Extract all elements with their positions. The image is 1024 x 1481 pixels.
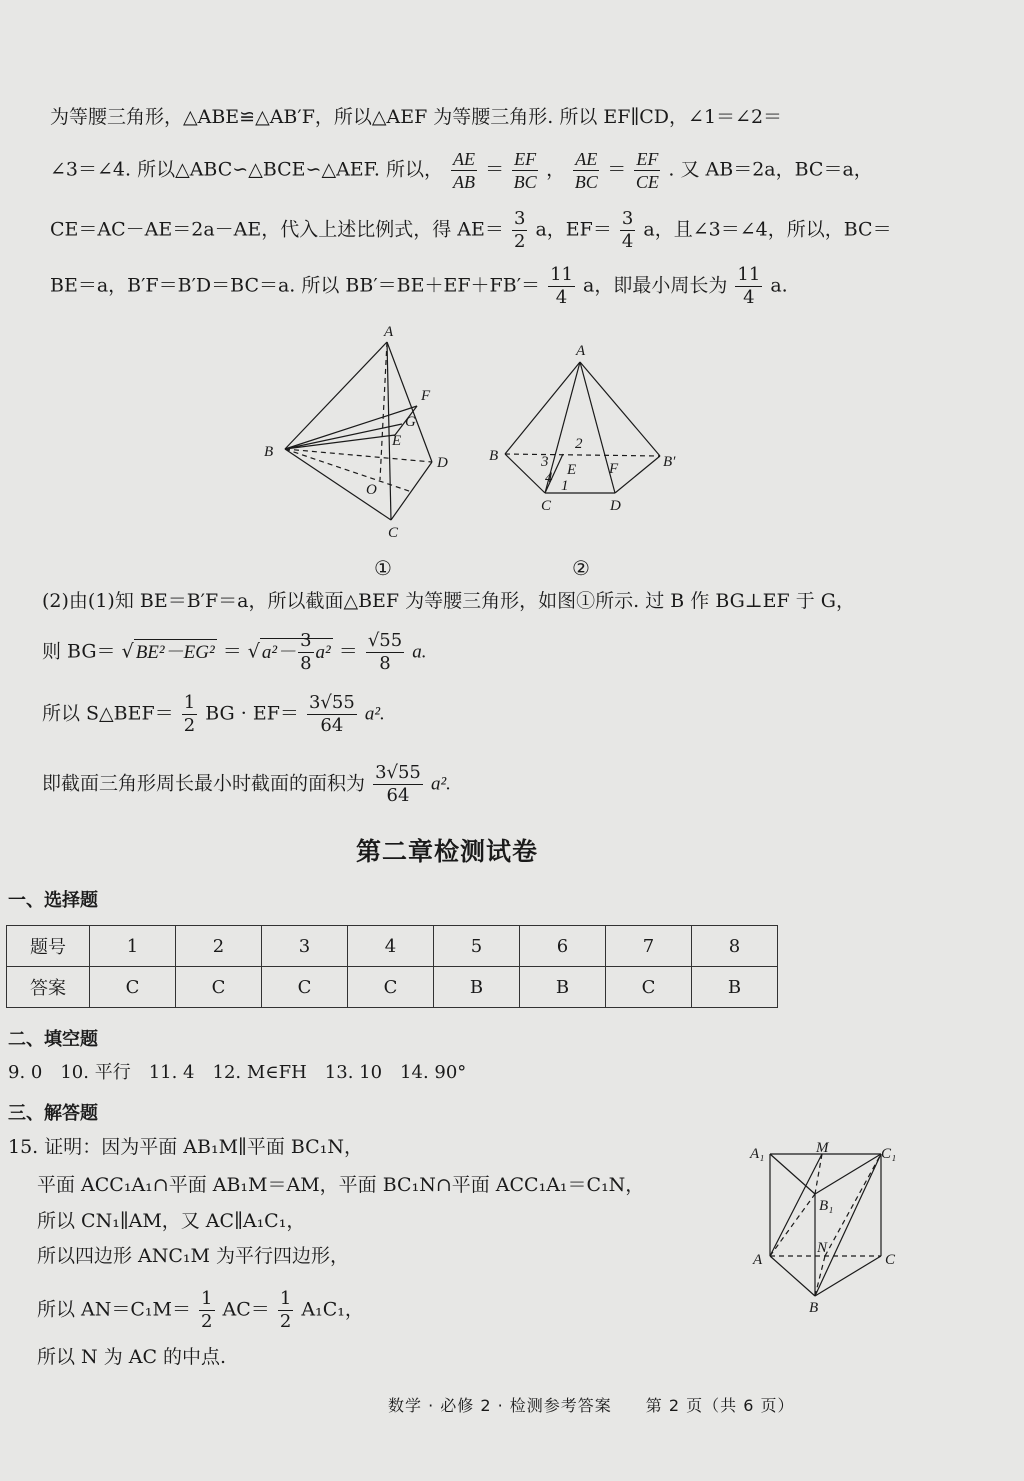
text: AC＝: [222, 1298, 270, 1321]
proof-line-3: 所以 CN₁∥AM，又 AC∥A₁C₁，: [37, 1210, 306, 1232]
label-d: D: [610, 498, 621, 514]
number-cell: 2: [176, 926, 262, 967]
proof-line-2: 平面 ACC₁A₁∩平面 AB₁M＝AM，平面 BC₁N∩平面 ACC₁A₁＝C₁N，: [37, 1174, 645, 1196]
number-cell: 6: [520, 926, 606, 967]
solution-line-4: [50, 266, 788, 307]
answer-table: [6, 925, 778, 1008]
answer-cell: C: [90, 967, 176, 1008]
edge-bb-prime: [505, 454, 660, 456]
header-cell: 题号: [7, 926, 90, 967]
prism-figure: [745, 1138, 915, 1318]
text: BE＝a，B′F＝B′D＝BC＝a. 所以 BB′＝BE＋EF＋FB′＝: [50, 274, 541, 297]
label-e: E: [567, 462, 577, 478]
edge-ab1-hidden: [770, 1194, 815, 1256]
fraction-ef-bc: [512, 150, 538, 191]
denominator: 8: [379, 653, 391, 674]
fraction-ae-bc: [573, 150, 599, 191]
edge-db-prime: [615, 456, 660, 493]
answer-cell: C: [348, 967, 434, 1008]
edge-nc1-hidden: [825, 1154, 881, 1256]
label-2: 2: [575, 436, 583, 452]
label-3: 3: [541, 454, 549, 470]
solution-line-3: [50, 210, 892, 251]
numerator: EF: [636, 149, 659, 169]
fraction-1-2: [199, 1290, 214, 1331]
solution-line-2: [50, 150, 873, 191]
edge-ac: [387, 342, 391, 520]
answer-cell: C: [262, 967, 348, 1008]
label-b: B: [264, 444, 274, 460]
solution-line-1: 为等腰三角形，△ABE≌△AB′F，所以△AEF 为等腰三角形. 所以 EF∥CD，∠1＝∠2＝: [50, 106, 783, 128]
edge-am: [770, 1154, 822, 1256]
edge-cd: [391, 462, 432, 520]
comma: ，: [546, 158, 566, 181]
label-a: A: [576, 343, 586, 359]
pyramid-figure-1: [260, 320, 460, 550]
proof-line-1: 15. 证明：因为平面 AB₁M∥平面 BC₁N，: [8, 1136, 363, 1158]
text: 则 BG＝: [42, 640, 116, 663]
number-cell: 8: [692, 926, 778, 967]
denominator: CE: [635, 172, 659, 192]
sqrt-sign: √: [121, 640, 134, 663]
edge-bd-hidden: [285, 449, 432, 462]
number-cell: 5: [434, 926, 520, 967]
numerator: 1: [279, 1288, 292, 1309]
part2-line-4: [42, 764, 451, 805]
edge-bc: [505, 454, 545, 493]
label-4: 4: [545, 470, 553, 486]
answer-cell: C: [176, 967, 262, 1008]
sqrt-sign: √: [247, 640, 260, 663]
edge-a1b1: [770, 1154, 815, 1194]
label-a: A: [384, 324, 394, 340]
fraction-3-8: [298, 632, 313, 673]
answer-cell: B: [692, 967, 778, 1008]
fraction-11-4: [548, 266, 575, 307]
numerator: 11: [550, 264, 573, 285]
part2-line-1: (2)由(1)知 BE＝B′F＝a，所以截面△BEF 为等腰三角形，如图①所示. 过 B 作 BG⊥EF 于 G，: [42, 590, 855, 612]
sqrt-expr: [260, 630, 333, 674]
numerator: 3√55: [375, 762, 421, 783]
tail: a.: [412, 641, 427, 663]
proof-line-5: [37, 1290, 364, 1331]
section-choice-heading: 一、选择题: [8, 890, 98, 911]
number-cell: 7: [606, 926, 692, 967]
denominator: BC: [513, 172, 537, 192]
dash-line: [285, 449, 412, 492]
number-cell: 1: [90, 926, 176, 967]
eq: ＝: [222, 640, 242, 663]
text: A₁C₁，: [301, 1298, 364, 1321]
text: BG · EF＝: [205, 702, 299, 725]
edge-bn-hidden: [815, 1256, 825, 1296]
denominator: 2: [201, 1311, 213, 1332]
text: a，EF＝: [535, 218, 612, 241]
numerator: 11: [737, 264, 761, 285]
tail: a².: [430, 773, 451, 795]
label-f: F: [609, 461, 619, 477]
sqrt-part: a²: [315, 641, 331, 663]
numerator: 1: [201, 1288, 213, 1309]
label-n: N: [817, 1240, 828, 1256]
fraction-11-4: [735, 266, 762, 307]
numerator: 3: [621, 208, 634, 229]
denominator: 4: [621, 231, 634, 252]
fraction-3-4: [620, 210, 635, 251]
label-b: B: [489, 448, 499, 464]
numerator: AE: [575, 149, 598, 169]
text: . 又 AB＝2a，BC＝a，: [668, 158, 873, 181]
numerator: 3: [513, 208, 526, 229]
text: ∠3＝∠4. 所以△ABC∽△BCE∽△AEF. 所以，: [50, 158, 443, 181]
fraction-3sqrt55-64: [373, 764, 423, 805]
part2-line-3: [42, 694, 385, 735]
fraction-ae-ab: [451, 150, 477, 191]
fraction-3sqrt55-64: [307, 694, 357, 735]
table-row: [7, 926, 778, 967]
denominator: AB: [453, 172, 476, 192]
answer-cell: C: [606, 967, 692, 1008]
table-row: [7, 967, 778, 1008]
label-b-prime: B′: [663, 454, 676, 470]
label-d: D: [437, 455, 448, 471]
label-1: 1: [561, 478, 569, 494]
label-c1: C₁: [881, 1146, 897, 1162]
label-f: F: [421, 388, 431, 404]
numerator: 1: [183, 692, 196, 713]
edge-ao-hidden: [380, 342, 387, 480]
fraction-ef-ce: [634, 150, 660, 191]
numerator: 3: [300, 630, 312, 651]
fill-answers: 9. 0 10. 平行 11. 4 12. M∈FH 13. 10 14. 90°: [8, 1062, 467, 1083]
label-o: O: [366, 482, 377, 498]
label-c: C: [541, 498, 552, 514]
label-b: B: [809, 1300, 819, 1316]
tail: a².: [364, 703, 385, 725]
chapter-title: 第二章检测试卷: [356, 837, 539, 866]
label-b1: B₁: [819, 1198, 834, 1214]
numerator: 3√55: [308, 692, 355, 713]
text: 所以 S△BEF＝: [42, 702, 174, 725]
denominator: BC: [574, 172, 598, 192]
label-c: C: [388, 525, 399, 541]
denominator: 64: [386, 785, 410, 806]
fraction-sqrt55-8: [366, 632, 404, 673]
fraction-1-2: [278, 1290, 293, 1331]
denominator: 2: [183, 715, 196, 736]
header-cell: 答案: [7, 967, 90, 1008]
text: a.: [770, 274, 788, 297]
eq: ＝: [338, 640, 358, 663]
label-g: G: [405, 414, 416, 430]
text: CE＝AC－AE＝2a－AE，代入上述比例式，得 AE＝: [50, 218, 504, 241]
text: a，即最小周长为: [583, 274, 728, 297]
figure-1-label: ①: [374, 556, 392, 580]
denominator: 2: [513, 231, 526, 252]
page-footer: 数学 · 必修 2 · 检测参考答案 第 2 页（共 6 页）: [388, 1396, 795, 1415]
proof-line-6: 所以 N 为 AC 的中点.: [37, 1346, 227, 1368]
eq: ＝: [485, 158, 505, 181]
fraction-3-2: [512, 210, 527, 251]
section-fill-heading: 二、填空题: [8, 1029, 98, 1050]
label-a: A: [753, 1252, 763, 1268]
text: a，且∠3＝∠4，所以，BC＝: [643, 218, 892, 241]
proof-line-4: 所以四边形 ANC₁M 为平行四边形，: [37, 1245, 350, 1267]
numerator: AE: [453, 149, 476, 169]
number-cell: 3: [262, 926, 348, 967]
denominator: 2: [279, 1311, 292, 1332]
section-solve-heading: 三、解答题: [8, 1103, 98, 1124]
sqrt-be-eg: BE²－EG²: [134, 639, 217, 663]
denominator: 4: [743, 287, 755, 308]
fraction-1-2: [182, 694, 197, 735]
label-c: C: [885, 1252, 896, 1268]
label-e: E: [392, 433, 402, 449]
sqrt-part: a²－: [261, 641, 297, 663]
figure-2-label: ②: [572, 556, 590, 580]
denominator: 8: [300, 653, 312, 674]
text: 所以 AN＝C₁M＝: [37, 1298, 191, 1321]
numerator: √55: [367, 630, 403, 651]
label-m: M: [816, 1140, 829, 1156]
edge-bc1: [815, 1154, 881, 1296]
answer-cell: B: [434, 967, 520, 1008]
number-cell: 4: [348, 926, 434, 967]
answer-cell: B: [520, 967, 606, 1008]
part2-line-2: [42, 632, 427, 673]
edge-ab: [770, 1256, 815, 1296]
numerator: EF: [514, 149, 537, 169]
edge-ab: [505, 362, 580, 454]
label-a1: A₁: [750, 1146, 765, 1162]
denominator: 4: [555, 287, 568, 308]
denominator: 64: [320, 715, 344, 736]
text: 即截面三角形周长最小时截面的面积为: [42, 772, 366, 795]
eq: ＝: [607, 158, 627, 181]
net-figure-2: [485, 338, 695, 538]
